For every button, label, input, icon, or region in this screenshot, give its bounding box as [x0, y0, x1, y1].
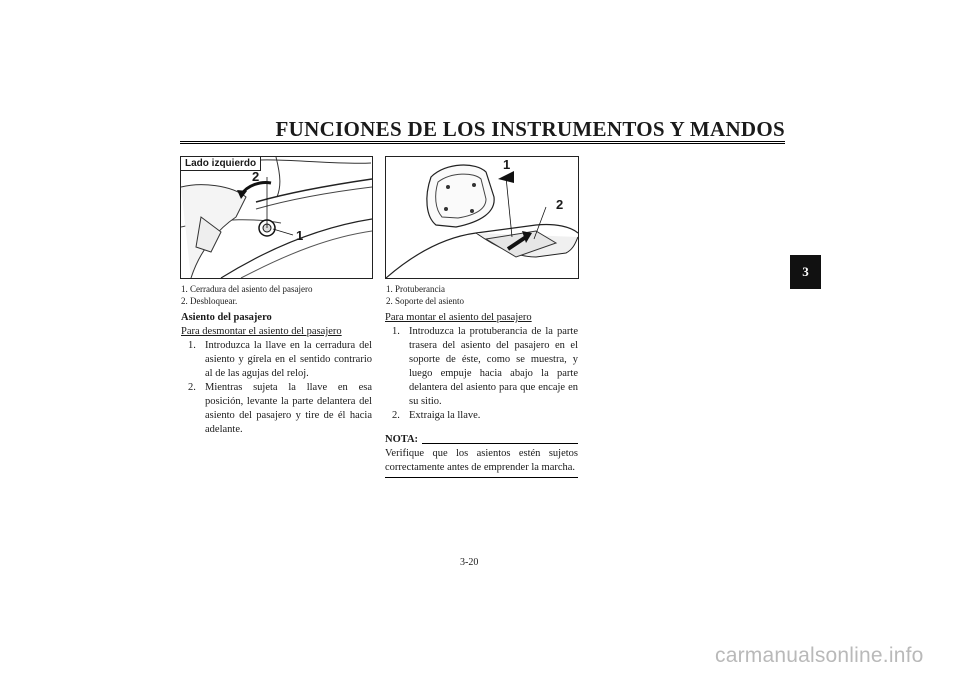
- note-heading: NOTA:: [385, 433, 578, 447]
- figure-seat-lock: [180, 156, 373, 279]
- figure-label: Lado izquierdo: [181, 157, 261, 171]
- callout-1: 1: [503, 157, 511, 172]
- page-title: FUNCIONES DE LOS INSTRUMENTOS Y MANDOS: [275, 117, 785, 141]
- page-number: 3-20: [460, 557, 479, 568]
- caption-item: 2. Desbloquear.: [181, 296, 238, 306]
- steps-list: [181, 339, 372, 437]
- seat-lock-illustration: [181, 157, 372, 278]
- caption-item: 1. Cerradura del asiento del pasajero: [181, 284, 313, 294]
- steps-list: [385, 325, 578, 423]
- chapter-tab: 3: [790, 255, 821, 289]
- callout-1: 1: [296, 228, 304, 243]
- caption-item: 2. Soporte del asiento: [386, 296, 464, 306]
- callout-2: 2: [252, 169, 260, 184]
- watermark: carmanualsonline.info: [715, 644, 924, 667]
- caption-item: 1. Protuberancia: [386, 284, 445, 294]
- figure-right-captions: [386, 283, 464, 307]
- left-column: [181, 311, 372, 437]
- section-heading: Asiento del pasajero: [181, 312, 272, 323]
- note-text: Verifique que los asientos estén sujetos correctamente antes de emprender la marcha.: [385, 447, 578, 478]
- list-item: 2. Extraiga la llave.: [392, 410, 481, 421]
- list-item: 1. Introduzca la protuberancia de la parte trasera del asiento del pasajero en el soporte de éste, como se muestra, y luego empuje hacia abajo la parte delantera del asiento para que encaje en su sitio.: [392, 326, 578, 407]
- list-item: 2. Mientras sujeta la llave en esa posición, levante la parte delantera del asiento del pasajero y tire de él hacia adelante.: [188, 382, 372, 435]
- list-item: 1. Introduzca la llave en la cerradura del asiento y gírela en el sentido contrario al de las agujas del reloj.: [188, 340, 372, 379]
- right-column: [385, 311, 578, 478]
- figure-seat-mount: [385, 156, 579, 279]
- header-rule: [180, 141, 785, 144]
- subheading: Para desmontar el asiento del pasajero: [181, 326, 342, 337]
- seat-mount-illustration: [386, 157, 578, 278]
- figure-left-captions: [181, 283, 312, 307]
- subheading: Para montar el asiento del pasajero: [385, 312, 532, 323]
- callout-2: 2: [556, 197, 564, 212]
